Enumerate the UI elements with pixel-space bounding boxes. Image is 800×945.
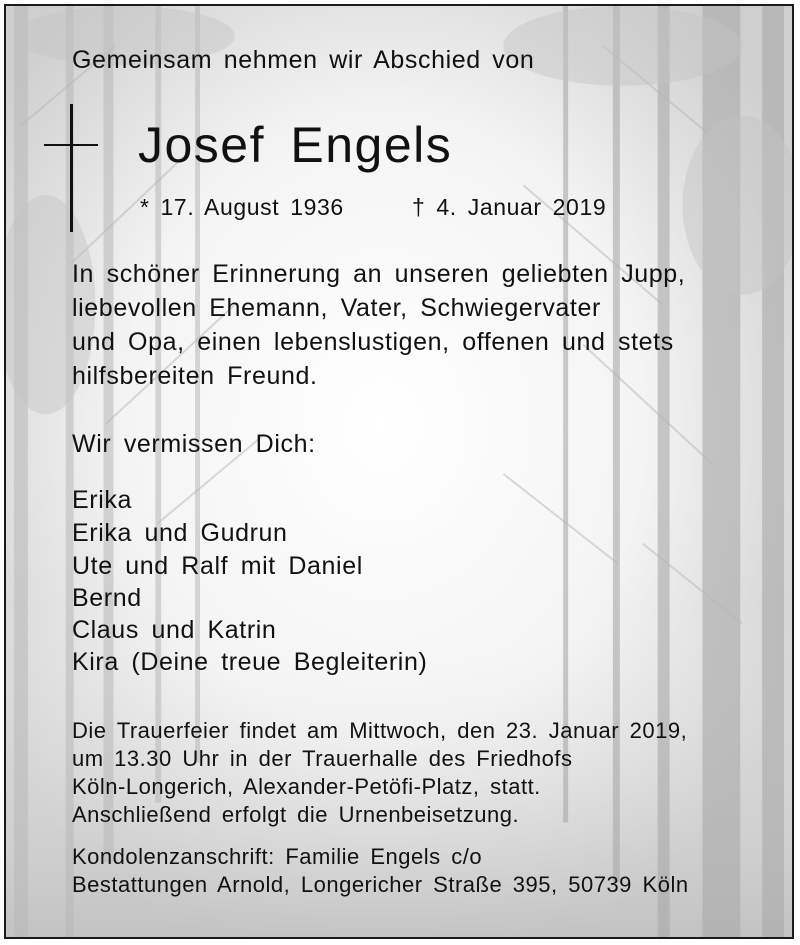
funeral-info-line: Köln-Longerich, Alexander-Petöfi-Platz, statt. [72, 774, 541, 799]
death-date: † 4. Januar 2019 [412, 194, 607, 220]
tribute-line: liebevollen Ehemann, Vater, Schwiegervater [72, 294, 601, 322]
mourner-name: Kira (Deine treue Begleiterin) [72, 648, 428, 676]
tribute-line: In schöner Erinnerung an unseren geliebten Jupp, [72, 260, 686, 288]
obituary-notice [4, 4, 794, 939]
intro-text: Gemeinsam nehmen wir Abschied von [72, 46, 535, 74]
condolence-address-line: Kondolenzanschrift: Familie Engels c/o [72, 844, 483, 869]
tribute-line: und Opa, einen lebenslustigen, offenen und stets [72, 328, 674, 356]
miss-heading: Wir vermissen Dich: [72, 430, 316, 458]
tribute-line: hilfsbereiten Freund. [72, 362, 318, 390]
mourner-name: Bernd [72, 584, 142, 612]
funeral-info-line: Die Trauerfeier findet am Mittwoch, den 23. Januar 2019, [72, 718, 688, 743]
birth-date: * 17. August 1936 [140, 194, 344, 220]
funeral-info-line: um 13.30 Uhr in der Trauerhalle des Friedhofs [72, 746, 573, 771]
notice-content [6, 6, 792, 937]
funeral-info-line: Anschließend erfolgt die Urnenbeisetzung. [72, 802, 520, 827]
mourner-name: Erika und Gudrun [72, 519, 288, 547]
deceased-name: Josef Engels [138, 117, 453, 173]
mourner-name: Ute und Ralf mit Daniel [72, 552, 363, 580]
mourner-name: Claus und Katrin [72, 616, 277, 644]
condolence-address-line: Bestattungen Arnold, Longericher Straße 395, 50739 Köln [72, 872, 689, 897]
mourner-name: Erika [72, 486, 132, 514]
cross-icon [44, 104, 98, 232]
